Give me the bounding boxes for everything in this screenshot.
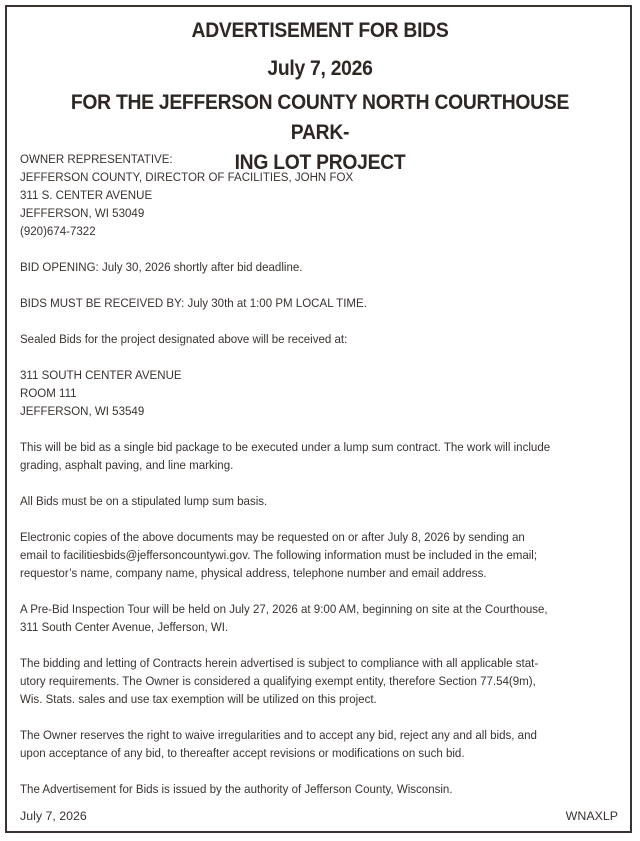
footer-date: July 7, 2026 xyxy=(20,809,87,823)
paragraph-line: The Owner reserves the right to waive irregularities and to accept any bid, reject any and all bids, and xyxy=(20,728,537,742)
address-line: JEFFERSON, WI 53549 xyxy=(20,404,145,418)
electronic-copies-paragraph xyxy=(20,528,582,582)
footer-code: WNAXLP xyxy=(565,809,618,823)
notice-date-heading: July 7, 2026 xyxy=(267,57,373,80)
paragraph-line: 311 South Center Avenue, Jefferson, WI. xyxy=(20,620,229,634)
project-title-line-1: FOR THE JEFFERSON COUNTY NORTH COURTHOUSE PARK- xyxy=(70,91,570,144)
paragraph-line: requestor’s name, company name, physical address, telephone number and email address. xyxy=(20,566,487,580)
owner-line: 311 S. CENTER AVENUE xyxy=(20,188,153,202)
sealed-bids-statement: Sealed Bids for the project designated above will be received at: xyxy=(20,332,348,346)
paragraph-line: Wis. Stats. sales and use tax exemption will be utilized on this project. xyxy=(20,692,377,706)
owner-line: OWNER REPRESENTATIVE: xyxy=(20,152,173,166)
bid-address-block xyxy=(20,366,582,420)
paragraph-line: The bidding and letting of Contracts herein advertised is subject to compliance with all applicable stat- xyxy=(20,656,539,670)
owner-block xyxy=(20,150,582,240)
owner-line: JEFFERSON, WI 53049 xyxy=(20,206,145,220)
paragraph-line: grading, asphalt paving, and line marking. xyxy=(20,458,234,472)
lump-sum-statement: All Bids must be on a stipulated lump sum basis. xyxy=(20,494,268,508)
bids-received-deadline: BIDS MUST BE RECEIVED BY: July 30th at 1:00 PM LOCAL TIME. xyxy=(20,296,367,310)
project-title-line-2: ING LOT PROJECT xyxy=(234,151,406,174)
notice-body xyxy=(20,150,582,816)
address-line: 311 SOUTH CENTER AVENUE xyxy=(20,368,182,382)
owner-line: JEFFERSON COUNTY, DIRECTOR OF FACILITIES, JOHN FOX xyxy=(20,170,354,184)
paragraph-line: A Pre-Bid Inspection Tour will be held on July 27, 2026 at 9:00 AM, beginning on site at the Courthouse, xyxy=(20,602,548,616)
compliance-paragraph xyxy=(20,654,582,708)
owner-reserves-paragraph xyxy=(20,726,582,762)
notice-title: ADVERTISEMENT FOR BIDS xyxy=(191,19,449,42)
paragraph-line: email to facilitiesbids@jeffersoncountywi.gov. The following information must be included in the email; xyxy=(20,548,538,562)
paragraph-line: This will be bid as a single bid package to be executed under a lump sum contract. The work will include xyxy=(20,440,551,454)
paragraph-line: utory requirements. The Owner is considered a qualifying exempt entity, therefore Section 77.54(9m), xyxy=(20,674,536,688)
single-package-paragraph xyxy=(20,438,582,474)
address-line: ROOM 111 xyxy=(20,386,77,400)
paragraph-line: upon acceptance of any bid, to thereafter accept revisions or modifications on such bid. xyxy=(20,746,465,760)
owner-line: (920)674-7322 xyxy=(20,224,96,238)
prebid-tour-paragraph xyxy=(20,600,582,636)
authority-statement: The Advertisement for Bids is issued by the authority of Jefferson County, Wisconsin. xyxy=(20,782,453,796)
paragraph-line: Electronic copies of the above documents may be requested on or after July 8, 2026 by sending an xyxy=(20,530,525,544)
bid-opening: BID OPENING: July 30, 2026 shortly after bid deadline. xyxy=(20,260,303,274)
